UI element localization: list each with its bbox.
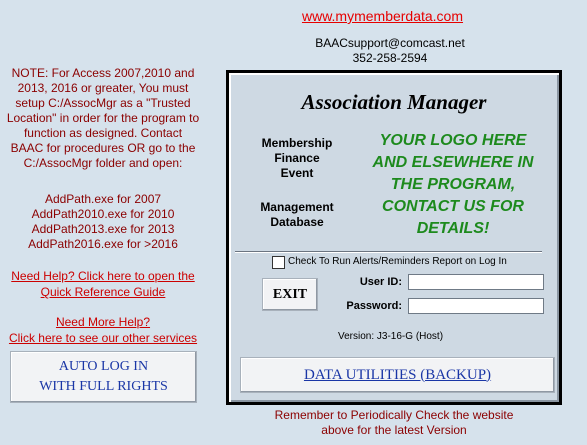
addpath-item: AddPath.exe for 2007	[44, 192, 162, 206]
help-line: Need Help? Click here to open the	[11, 269, 195, 283]
auto-login-label: WITH FULL RIGHTS	[39, 379, 168, 394]
logo-placeholder	[370, 130, 536, 240]
addpath-item: AddPath2013.exe for 2013	[31, 222, 175, 236]
logo-line: YOUR LOGO HERE	[379, 132, 527, 149]
help-line: Need More Help?	[55, 315, 151, 329]
user-id-input[interactable]	[408, 274, 544, 290]
reminder-line: above for the latest Version	[321, 423, 467, 437]
logo-line: AND ELSEWHERE IN	[372, 154, 534, 171]
update-reminder	[226, 408, 562, 438]
data-utilities-button[interactable]: DATA UTILITIES (BACKUP)	[240, 357, 555, 393]
help-line: Quick Reference Guide	[40, 285, 166, 299]
note-line: function as designed. Contact	[23, 126, 183, 140]
addpath-list	[0, 192, 206, 252]
alerts-checkbox[interactable]	[272, 256, 285, 269]
logo-line: DETAILS!	[416, 220, 490, 237]
password-label: Password:	[346, 300, 402, 312]
logo-line: THE PROGRAM,	[390, 176, 516, 193]
version-text: Version: J3-16-G (Host)	[338, 331, 444, 342]
modules-group-1	[252, 136, 342, 181]
module-label: Management	[260, 200, 334, 214]
app-title: Association Manager	[301, 90, 487, 114]
other-services-link[interactable]	[0, 314, 206, 346]
logo-line: CONTACT US FOR	[382, 198, 524, 215]
exit-button[interactable]: EXIT	[262, 278, 318, 311]
modules-group-2	[248, 200, 346, 230]
auto-login-label: AUTO LOG IN	[58, 359, 149, 374]
reminder-line: Remember to Periodically Check the website	[274, 408, 514, 422]
password-input[interactable]	[408, 298, 544, 314]
note-line: setup C:/AssocMgr as a "Trusted	[15, 96, 191, 110]
addpath-item: AddPath2010.exe for 2010	[31, 207, 175, 221]
trusted-location-note	[0, 66, 206, 171]
help-line: Click here to see our other services	[8, 331, 198, 345]
auto-login-button[interactable]	[10, 351, 197, 403]
note-line: NOTE: For Access 2007,2010 and	[11, 66, 195, 80]
quick-reference-link[interactable]	[0, 268, 206, 300]
note-line: Location" in order for the program to	[6, 111, 200, 125]
user-id-label: User ID:	[359, 276, 402, 288]
module-label: Database	[270, 215, 324, 229]
divider	[235, 251, 542, 253]
support-email: BAACsupport@comcast.net	[315, 36, 465, 50]
module-label: Membership	[261, 136, 333, 150]
support-phone: 352-258-2594	[352, 51, 428, 65]
module-label: Finance	[274, 151, 320, 165]
alerts-checkbox-label: Check To Run Alerts/Reminders Report on Log In	[288, 256, 507, 267]
note-line: BAAC for procedures OR go to the	[10, 141, 196, 155]
note-line: C:/AssocMgr folder and open:	[23, 156, 183, 170]
addpath-item: AddPath2016.exe for >2016	[28, 237, 178, 251]
module-label: Event	[280, 166, 314, 180]
website-link[interactable]: www.mymemberdata.com	[301, 8, 464, 24]
note-line: 2013, 2016 or greater, You must	[17, 81, 189, 95]
